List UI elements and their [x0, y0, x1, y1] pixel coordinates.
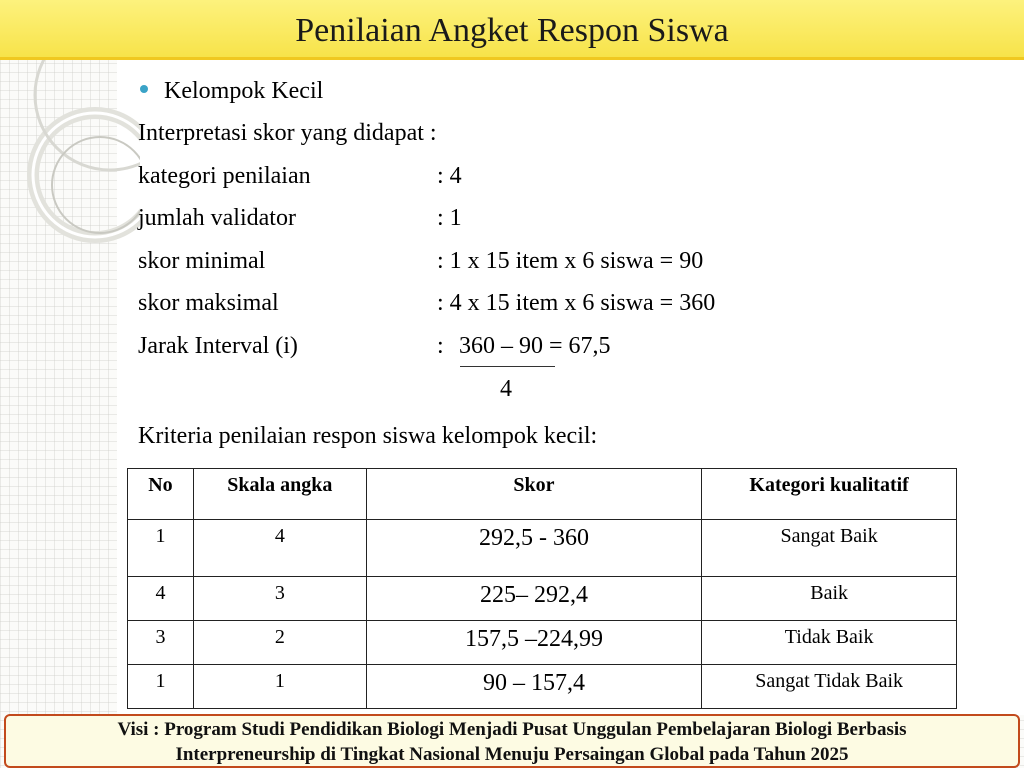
- cell-kategori: Tidak Baik: [702, 621, 957, 665]
- row-value: : 4: [437, 163, 462, 189]
- cell-no: 1: [128, 665, 194, 709]
- row-label: jumlah validator: [138, 205, 296, 231]
- bullet-text: Kelompok Kecil: [164, 78, 324, 104]
- header-kategori: Kategori kualitatif: [702, 469, 957, 520]
- header-skala: Skala angka: [193, 469, 366, 520]
- row-label: skor maksimal: [138, 290, 279, 316]
- cell-skala: 1: [193, 665, 366, 709]
- bullet-item: [140, 78, 323, 105]
- interval-label: Jarak Interval (i): [138, 333, 298, 359]
- row-value: : 4 x 15 item x 6 siswa = 360: [437, 290, 716, 316]
- interval-colon: :: [437, 333, 444, 359]
- footer-vision: [4, 714, 1020, 768]
- row-value: : 1: [437, 205, 462, 231]
- fraction-line: [460, 366, 555, 367]
- cell-skala: 4: [193, 520, 366, 577]
- table-row: [128, 520, 957, 577]
- bullet-dot-icon: [140, 85, 148, 93]
- row-label: kategori penilaian: [138, 163, 311, 189]
- table-row: [128, 577, 957, 621]
- header-no: No: [128, 469, 194, 520]
- cell-skor: 292,5 - 360: [366, 520, 702, 577]
- cell-kategori: Baik: [702, 577, 957, 621]
- intro-text: Interpretasi skor yang didapat :: [138, 120, 437, 146]
- cell-no: 3: [128, 621, 194, 665]
- row-value: : 1 x 15 item x 6 siswa = 90: [437, 248, 704, 274]
- cell-no: 1: [128, 520, 194, 577]
- table-header-row: [128, 469, 957, 520]
- cell-skor: 157,5 –224,99: [366, 621, 702, 665]
- cell-skor: 225– 292,4: [366, 577, 702, 621]
- header-skor: Skor: [366, 469, 702, 520]
- cell-skala: 3: [193, 577, 366, 621]
- cell-no: 4: [128, 577, 194, 621]
- table-row: [128, 621, 957, 665]
- cell-kategori: Sangat Baik: [702, 520, 957, 577]
- row-label: skor minimal: [138, 248, 266, 274]
- footer-line-2: Interpreneurship di Tingkat Nasional Menuju Persaingan Global pada Tahun 2025: [175, 744, 849, 765]
- title-bar: [0, 0, 1024, 60]
- slide-title: Penilaian Angket Respon Siswa: [295, 12, 729, 49]
- interval-denominator: 4: [500, 376, 512, 402]
- footer-line-1: Visi : Program Studi Pendidikan Biologi Menjadi Pusat Unggulan Pembelajaran Biologi Berbasis: [117, 719, 907, 740]
- interval-numerator: 360 – 90 = 67,5: [459, 333, 611, 359]
- table-row: [128, 665, 957, 709]
- criteria-heading: Kriteria penilaian respon siswa kelompok kecil:: [138, 423, 598, 449]
- cell-skala: 2: [193, 621, 366, 665]
- cell-skor: 90 – 157,4: [366, 665, 702, 709]
- cell-kategori: Sangat Tidak Baik: [702, 665, 957, 709]
- criteria-table: [127, 468, 957, 709]
